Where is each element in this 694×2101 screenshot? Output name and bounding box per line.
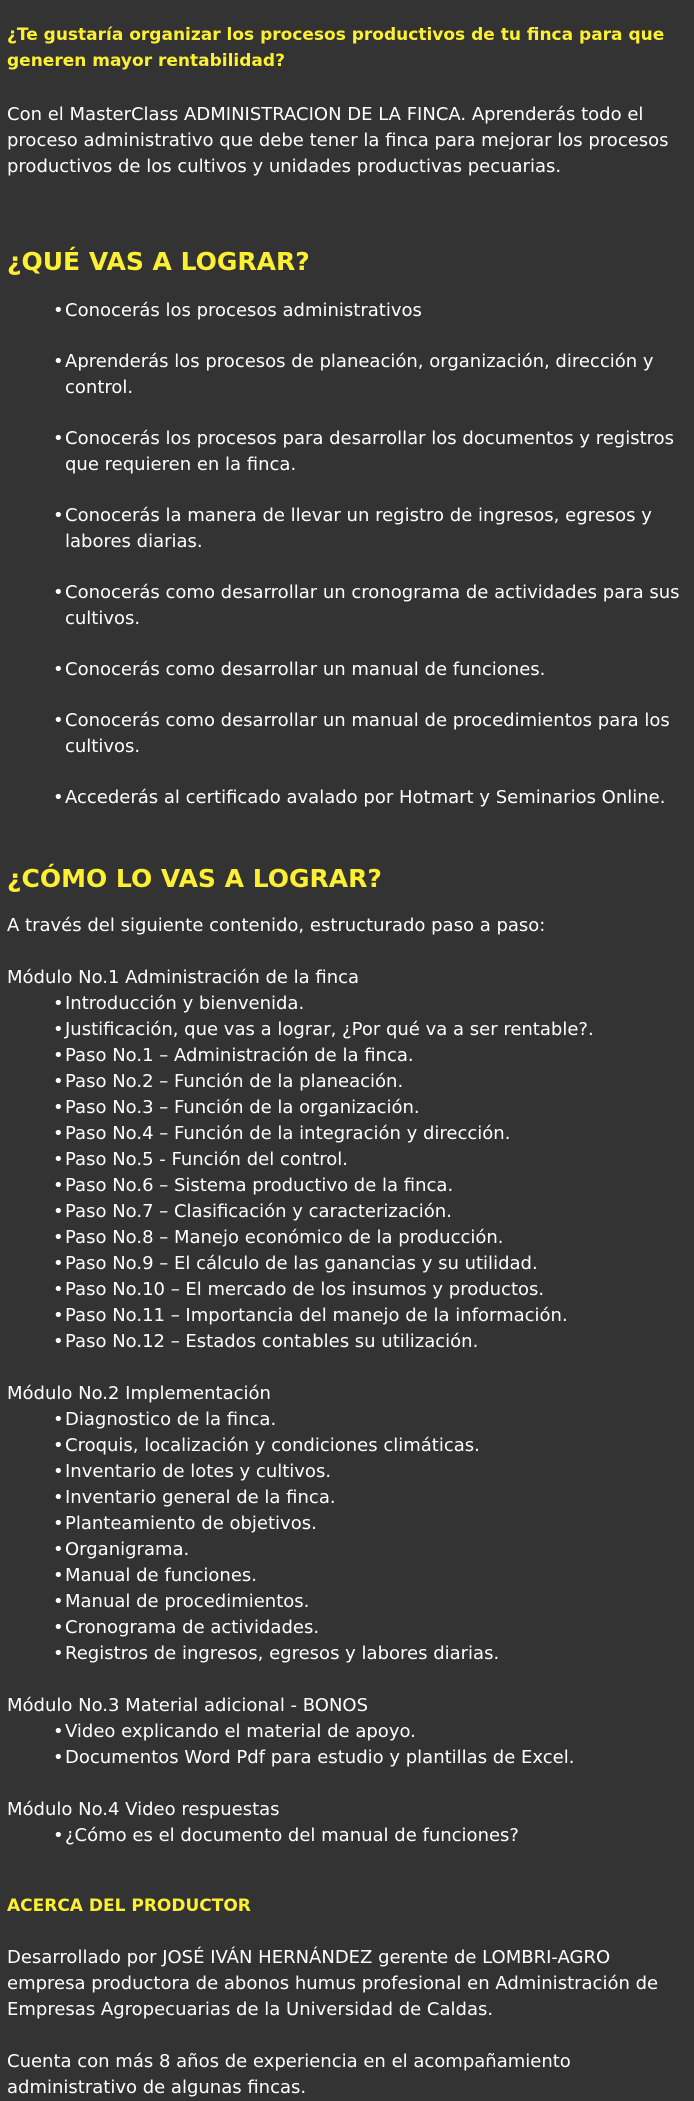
list-item: • Aprenderás los procesos de planeación, organización, dirección y control. bbox=[53, 349, 687, 401]
intro-paragraph: Con el MasterClass ADMINISTRACION DE LA FINCA. Aprenderás todo el proceso administrativo que debe tener la finca para mejorar los procesos productivos de los cultivos y unidades productivas pecuarias. bbox=[7, 104, 669, 177]
list-item: • Conocerás como desarrollar un manual de funciones. bbox=[53, 657, 687, 683]
list-item: • Paso No.7 – Clasificación y caracterización. bbox=[53, 1199, 687, 1225]
list-item: • Accederás al certificado avalado por Hotmart y Seminarios Online. bbox=[53, 785, 687, 811]
module-3 bbox=[7, 1693, 687, 1771]
module-1-list bbox=[7, 991, 687, 1355]
list-item: • Conocerás los procesos para desarrollar los documentos y registros que requieren en la finca. bbox=[53, 426, 687, 478]
list-item: • Inventario de lotes y cultivos. bbox=[53, 1459, 687, 1485]
module-title: Módulo No.2 Implementación bbox=[7, 1383, 271, 1404]
list-item: • Paso No.1 – Administración de la finca. bbox=[53, 1043, 687, 1069]
list-item: • Conocerás la manera de llevar un registro de ingresos, egresos y labores diarias. bbox=[53, 503, 687, 555]
list-item: • ¿Cómo es el documento del manual de funciones? bbox=[53, 1823, 687, 1849]
module-4 bbox=[7, 1797, 687, 1849]
list-item: • Planteamiento de objetivos. bbox=[53, 1511, 687, 1537]
list-item: • Croquis, localización y condiciones climáticas. bbox=[53, 1433, 687, 1459]
list-item: • Paso No.4 – Función de la integración y dirección. bbox=[53, 1121, 687, 1147]
module-1 bbox=[7, 965, 687, 1355]
about-paragraph-1: Desarrollado por JOSÉ IVÁN HERNÁNDEZ gerente de LOMBRI-AGRO empresa productora de abonos humus profesional en Administración de Empresas Agropecuarias de la Universidad de Caldas. bbox=[7, 1947, 659, 2020]
about-heading: ACERCA DEL PRODUCTOR bbox=[7, 1896, 251, 1916]
list-item: • Paso No.9 – El cálculo de las ganancias y su utilidad. bbox=[53, 1251, 687, 1277]
list-item: • Paso No.10 – El mercado de los insumos y productos. bbox=[53, 1277, 687, 1303]
list-item: • Manual de funciones. bbox=[53, 1563, 687, 1589]
list-item: • Video explicando el material de apoyo. bbox=[53, 1719, 687, 1745]
module-2-list bbox=[7, 1407, 687, 1667]
list-item: • Inventario general de la finca. bbox=[53, 1485, 687, 1511]
how-intro: A través del siguiente contenido, estructurado paso a paso: bbox=[7, 915, 546, 936]
list-item: • Introducción y bienvenida. bbox=[53, 991, 687, 1017]
list-item: • Paso No.11 – Importancia del manejo de la información. bbox=[53, 1303, 687, 1329]
list-item: • Justificación, que vas a lograr, ¿Por qué va a ser rentable?. bbox=[53, 1017, 687, 1043]
module-4-list bbox=[7, 1823, 687, 1849]
module-title: Módulo No.3 Material adicional - BONOS bbox=[7, 1695, 369, 1716]
module-2 bbox=[7, 1381, 687, 1667]
list-item: • Manual de procedimientos. bbox=[53, 1589, 687, 1615]
module-title: Módulo No.1 Administración de la finca bbox=[7, 967, 360, 988]
list-item: • Cronograma de actividades. bbox=[53, 1615, 687, 1641]
list-item: • Diagnostico de la finca. bbox=[53, 1407, 687, 1433]
list-item: • Paso No.12 – Estados contables su utilización. bbox=[53, 1329, 687, 1355]
list-item: • Conocerás como desarrollar un manual de procedimientos para los cultivos. bbox=[53, 708, 687, 760]
list-item: • Paso No.2 – Función de la planeación. bbox=[53, 1069, 687, 1095]
achieve-heading: ¿QUÉ VAS A LOGRAR? bbox=[7, 247, 310, 276]
list-item: • Paso No.3 – Función de la organización. bbox=[53, 1095, 687, 1121]
module-title: Módulo No.4 Video respuestas bbox=[7, 1799, 280, 1820]
intro-question: ¿Te gustaría organizar los procesos productivos de tu finca para que generen mayor rentabilidad? bbox=[7, 25, 665, 71]
list-item: • Conocerás los procesos administrativos bbox=[53, 298, 687, 324]
list-item: • Paso No.5 - Función del control. bbox=[53, 1147, 687, 1173]
list-item: • Registros de ingresos, egresos y labores diarias. bbox=[53, 1641, 687, 1667]
achieve-list bbox=[7, 298, 687, 811]
how-heading: ¿CÓMO LO VAS A LOGRAR? bbox=[7, 864, 382, 893]
list-item: • Paso No.6 – Sistema productivo de la finca. bbox=[53, 1173, 687, 1199]
module-3-list bbox=[7, 1719, 687, 1771]
list-item: • Organigrama. bbox=[53, 1537, 687, 1563]
list-item: • Paso No.8 – Manejo económico de la producción. bbox=[53, 1225, 687, 1251]
list-item: • Documentos Word Pdf para estudio y plantillas de Excel. bbox=[53, 1745, 687, 1771]
list-item: • Conocerás como desarrollar un cronograma de actividades para sus cultivos. bbox=[53, 580, 687, 632]
about-paragraph-2: Cuenta con más 8 años de experiencia en el acompañamiento administrativo de algunas fincas. bbox=[7, 2051, 571, 2098]
